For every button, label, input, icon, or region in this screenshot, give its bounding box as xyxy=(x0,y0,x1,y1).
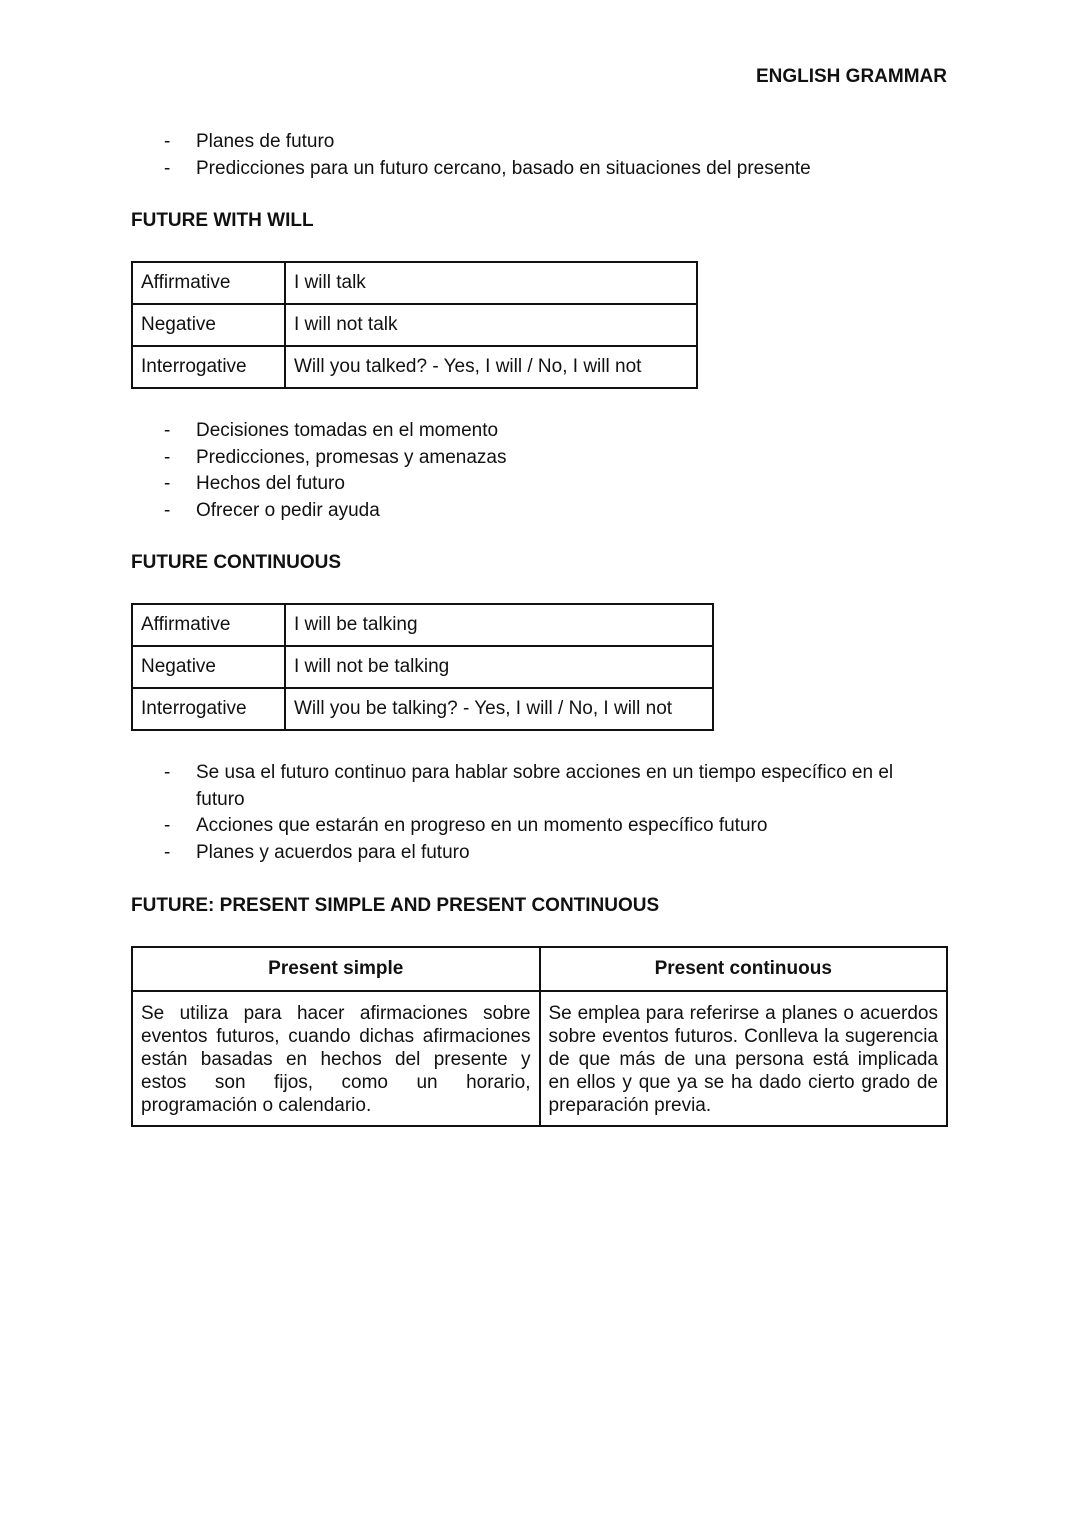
list-item: - Decisiones tomadas en el momento xyxy=(164,420,499,441)
list-item: - Predicciones para un futuro cercano, basado en situaciones del presente xyxy=(164,157,811,179)
row-label: Negative xyxy=(132,304,285,346)
document-header: ENGLISH GRAMMAR xyxy=(755,66,947,87)
list-item-text: Predicciones, promesas y amenazas xyxy=(196,446,507,468)
section-title-continuous: FUTURE CONTINUOUS xyxy=(131,552,342,573)
section-title-present: FUTURE: PRESENT SIMPLE AND PRESENT CONTINUOUS xyxy=(131,895,660,916)
row-label: Interrogative xyxy=(132,346,285,388)
intro-bullets xyxy=(131,129,941,182)
row-value: Will you be talking? - Yes, I will / No, I will not xyxy=(285,688,713,730)
table-row xyxy=(132,346,697,388)
will-table xyxy=(131,261,698,389)
table-row xyxy=(132,688,713,730)
section-title-will: FUTURE WITH WILL xyxy=(131,210,314,231)
will-bullets xyxy=(131,418,941,524)
list-item-text: Predicciones para un futuro cercano, basado en situaciones del presente xyxy=(196,157,811,179)
table-row xyxy=(132,604,713,646)
table-cell: Se utiliza para hacer afirmaciones sobre eventos futuros, cuando dichas afirmaciones están basadas en hechos del presente y estos son fijos, como un horario, programación o calendario. xyxy=(132,991,540,1126)
list-item-text: Hechos del futuro xyxy=(196,473,345,494)
column-header: Present continuous xyxy=(540,947,948,991)
table-row xyxy=(132,646,713,688)
list-item: - Se usa el futuro continuo para hablar sobre acciones en un tiempo específico en el futuro xyxy=(164,762,894,810)
table-row xyxy=(132,991,947,1126)
present-comparison-table xyxy=(131,946,948,1127)
list-item-text: Planes y acuerdos para el futuro xyxy=(196,841,470,863)
table-header-row xyxy=(132,947,947,991)
row-value: Will you talked? - Yes, I will / No, I will not xyxy=(285,346,697,388)
row-value: I will not be talking xyxy=(285,646,713,688)
list-item-text: Decisiones tomadas en el momento xyxy=(196,420,499,441)
continuous-table xyxy=(131,603,714,731)
row-label: Affirmative xyxy=(132,604,285,646)
row-value: I will be talking xyxy=(285,604,713,646)
row-label: Affirmative xyxy=(132,262,285,304)
row-value: I will talk xyxy=(285,262,697,304)
list-item: - Acciones que estarán en progreso en un momento específico futuro xyxy=(164,815,768,836)
list-item-text: Planes de futuro xyxy=(196,131,335,152)
row-label: Negative xyxy=(132,646,285,688)
row-value: I will not talk xyxy=(285,304,697,346)
table-row xyxy=(132,304,697,346)
list-item: - Planes y acuerdos para el futuro xyxy=(164,841,470,863)
continuous-bullets xyxy=(131,760,931,866)
list-item-text: Acciones que estarán en progreso en un momento específico futuro xyxy=(196,815,768,836)
table-cell: Se emplea para referirse a planes o acuerdos sobre eventos futuros. Conlleva la sugerencia de que más de una persona está implicada en ellos y que ya se ha dado cierto grado de preparación previa. xyxy=(540,991,948,1126)
list-item: - Hechos del futuro xyxy=(164,473,345,494)
table-row xyxy=(132,262,697,304)
list-item-text: Se usa el futuro continuo para hablar sobre acciones en un tiempo específico en el futuro xyxy=(196,762,894,810)
list-item-text: Ofrecer o pedir ayuda xyxy=(196,499,380,521)
column-header: Present simple xyxy=(132,947,540,991)
list-item: - Ofrecer o pedir ayuda xyxy=(164,499,380,521)
list-item: - Predicciones, promesas y amenazas xyxy=(164,446,507,468)
list-item: - Planes de futuro xyxy=(164,131,335,152)
row-label: Interrogative xyxy=(132,688,285,730)
